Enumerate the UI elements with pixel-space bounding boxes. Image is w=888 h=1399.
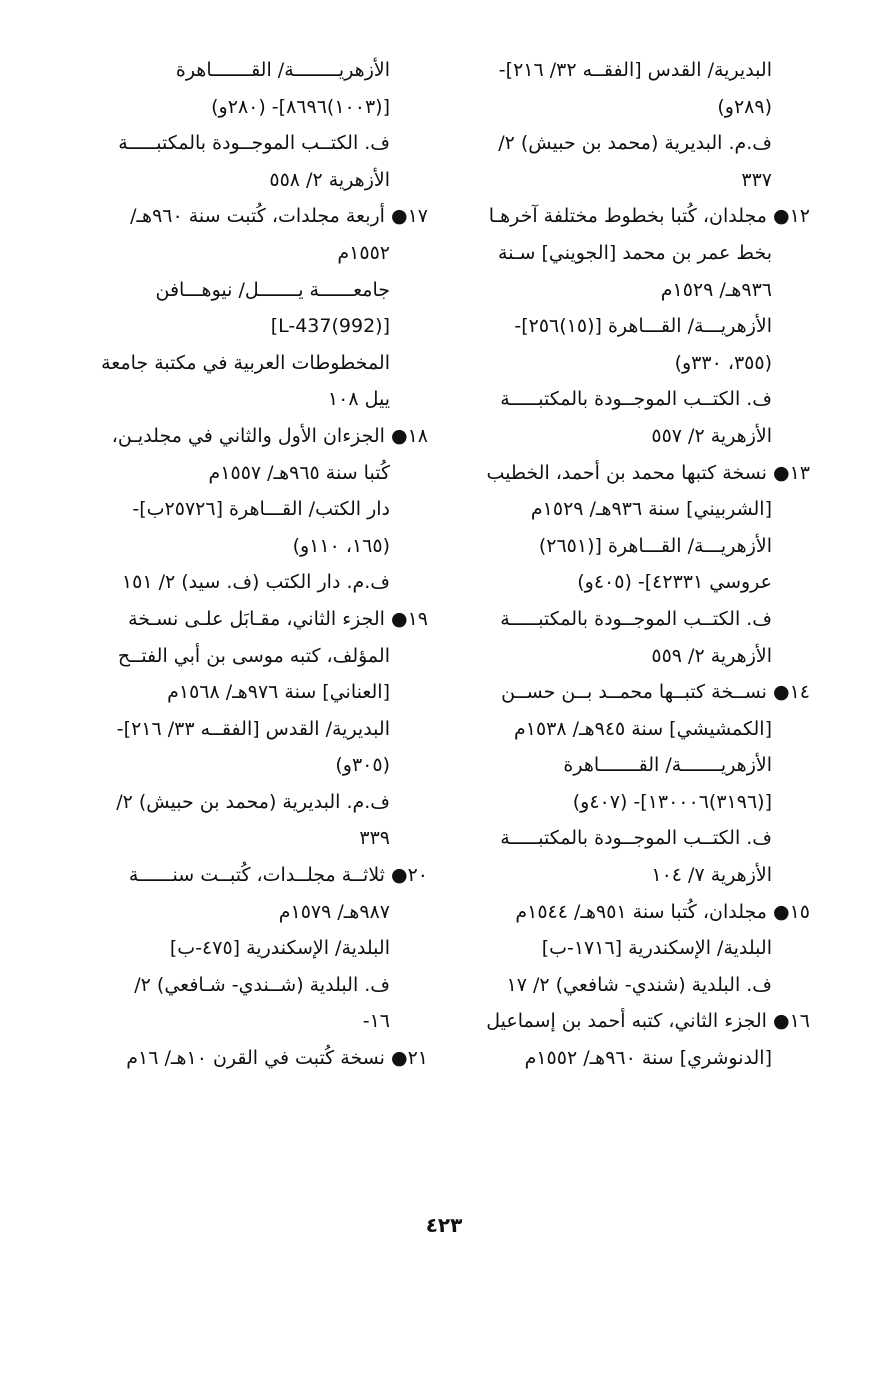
- text-line: ٩٨٧هـ/ ١٥٧٩م: [278, 900, 390, 923]
- text-line: ف. البلدية (شــندي- شـافعي) ٢/: [134, 973, 390, 996]
- text-line: الأزهريـــة/ القـــاهرة [(٢٦٥١): [538, 534, 772, 557]
- text-line: الأزهرية ٢/ ٥٥٨: [269, 168, 390, 191]
- text-line: البديرية/ القدس [الفقــه ٣٢/ ٢١٦]-: [498, 59, 772, 81]
- text-line: عروسي ٤٢٣٣١]- (٤٠٥و): [577, 571, 772, 594]
- text-line: دار الكتب/ القـــاهرة [٢٥٧٢٦ب]-: [132, 498, 390, 521]
- text-line: ييل ١٠٨: [327, 388, 390, 411]
- text-line: المخطوطات العربية في مكتبة جامعة: [101, 351, 390, 374]
- text-line: ف.م. البديرية (محمد بن حبيش) ٢/: [116, 790, 390, 813]
- text-line: الأزهرية ٧/ ١٠٤: [651, 864, 772, 887]
- text-line: ف.م. البديرية (محمد بن حبيش) ٢/: [498, 132, 772, 155]
- entry-heading-line: ١٩● الجزء الثاني، مقـابَل علـى نسـخة: [128, 607, 428, 630]
- text-line: ١٥٥٢م: [337, 241, 390, 264]
- entry-heading-line: ٢١● نسخة كُتبت في القرن ١٠هـ/ ١٦م: [126, 1047, 428, 1070]
- text-line: البلدية/ الإسكندرية [١٧١٦-ب]: [541, 937, 772, 960]
- text-line: [الدنوشري] سنة ٩٦٠هـ/ ١٥٥٢م: [524, 1047, 772, 1070]
- text-line: الأزهرية ٢/ ٥٥٩: [651, 644, 772, 667]
- text-line: البديرية/ القدس [الفقــه ٣٣/ ٢١٦]-: [116, 717, 390, 740]
- text-line: الأزهريـــــــة/ القـــــــاهرة: [563, 754, 772, 777]
- entry-heading-line: ١٢● مجلدان، كُتبا بخطوط مختلفة آخرهـا: [488, 205, 810, 228]
- text-line: الأزهريــــــــة/ القـــــــاهرة: [175, 59, 390, 81]
- text-line: [(992)L-437]: [270, 315, 390, 338]
- entry-heading-line: ١٨● الجزءان الأول والثاني في مجلديـن،: [111, 424, 428, 447]
- text-line: جامعــــــة يـــــــل/ نيوهـــافن: [155, 278, 390, 301]
- entry-heading-line: ١٣● نسخة كتبها محمد بن أحمد، الخطيب: [486, 461, 810, 484]
- text-line: (١٦٥، ١١٠و): [292, 534, 390, 557]
- text-line: ف. الكتــب الموجــودة بالمكتبـــــة: [500, 388, 772, 411]
- right-column: [465, 52, 810, 1077]
- text-line: المؤلف، كتبه موسى بن أبي الفتــح: [117, 644, 390, 667]
- text-line: ١٦-: [362, 1010, 390, 1033]
- text-line: [العناني] سنة ٩٧٦هـ/ ١٥٦٨م: [167, 681, 390, 704]
- text-line: [الشربيني] سنة ٩٣٦هـ/ ١٥٢٩م: [530, 498, 772, 521]
- text-line: (٣٥٥، ٣٣٠و): [674, 351, 772, 374]
- text-line: [(١٠٠٣)٨٦٩٦]- (٢٨٠و): [211, 95, 390, 118]
- text-line: بخط عمر بن محمد [الجويني] سـنة: [498, 241, 772, 264]
- text-line: كُتبا سنة ٩٦٥هـ/ ١٥٥٧م: [208, 461, 390, 484]
- text-line: ف. الكتــب الموجــودة بالمكتبـــــة: [118, 132, 390, 155]
- left-column: [80, 52, 428, 1077]
- text-line: البلدية/ الإسكندرية [٤٧٥-ب]: [169, 937, 390, 960]
- text-line: [(٣١٩٦)١٣٠٠٠٦]- (٤٠٧و): [572, 790, 772, 813]
- entry-heading-line: ٢٠● ثلاثــة مجلــدات، كُتبــت سنــــــة: [128, 864, 428, 887]
- text-line: ٩٣٦هـ/ ١٥٢٩م: [660, 278, 772, 301]
- text-line: ٣٣٩: [359, 827, 390, 850]
- entry-heading-line: ١٦● الجزء الثاني، كتبه أحمد بن إسماعيل: [486, 1010, 810, 1033]
- text-line: ف. الكتــب الموجــودة بالمكتبـــــة: [500, 607, 772, 630]
- text-line: (٢٨٩و): [717, 95, 772, 118]
- page-number: ٤٢٣: [425, 1213, 463, 1237]
- entry-heading-line: ١٧● أربعة مجلدات، كُتبت سنة ٩٦٠هـ/: [130, 205, 428, 228]
- text-line: الأزهريـــة/ القـــاهرة [(١٥)٢٥٦]-: [514, 315, 772, 338]
- text-line: ف. البلدية (شندي- شافعي) ٢/ ١٧: [506, 973, 772, 996]
- text-line: ف.م. دار الكتب (ف. سيد) ٢/ ١٥١: [121, 571, 390, 594]
- entry-heading-line: ١٥● مجلدان، كُتبا سنة ٩٥١هـ/ ١٥٤٤م: [515, 900, 810, 923]
- text-line: ف. الكتــب الموجــودة بالمكتبـــــة: [500, 827, 772, 850]
- text-line: (٣٠٥و): [335, 754, 390, 777]
- entry-heading-line: ١٤● نســخة كتبــها محمــد بــن حســن: [501, 681, 810, 704]
- text-line: [الكمشيشي] سنة ٩٤٥هـ/ ١٥٣٨م: [513, 717, 772, 740]
- text-line: الأزهرية ٢/ ٥٥٧: [651, 424, 772, 447]
- text-line: ٣٣٧: [741, 168, 772, 191]
